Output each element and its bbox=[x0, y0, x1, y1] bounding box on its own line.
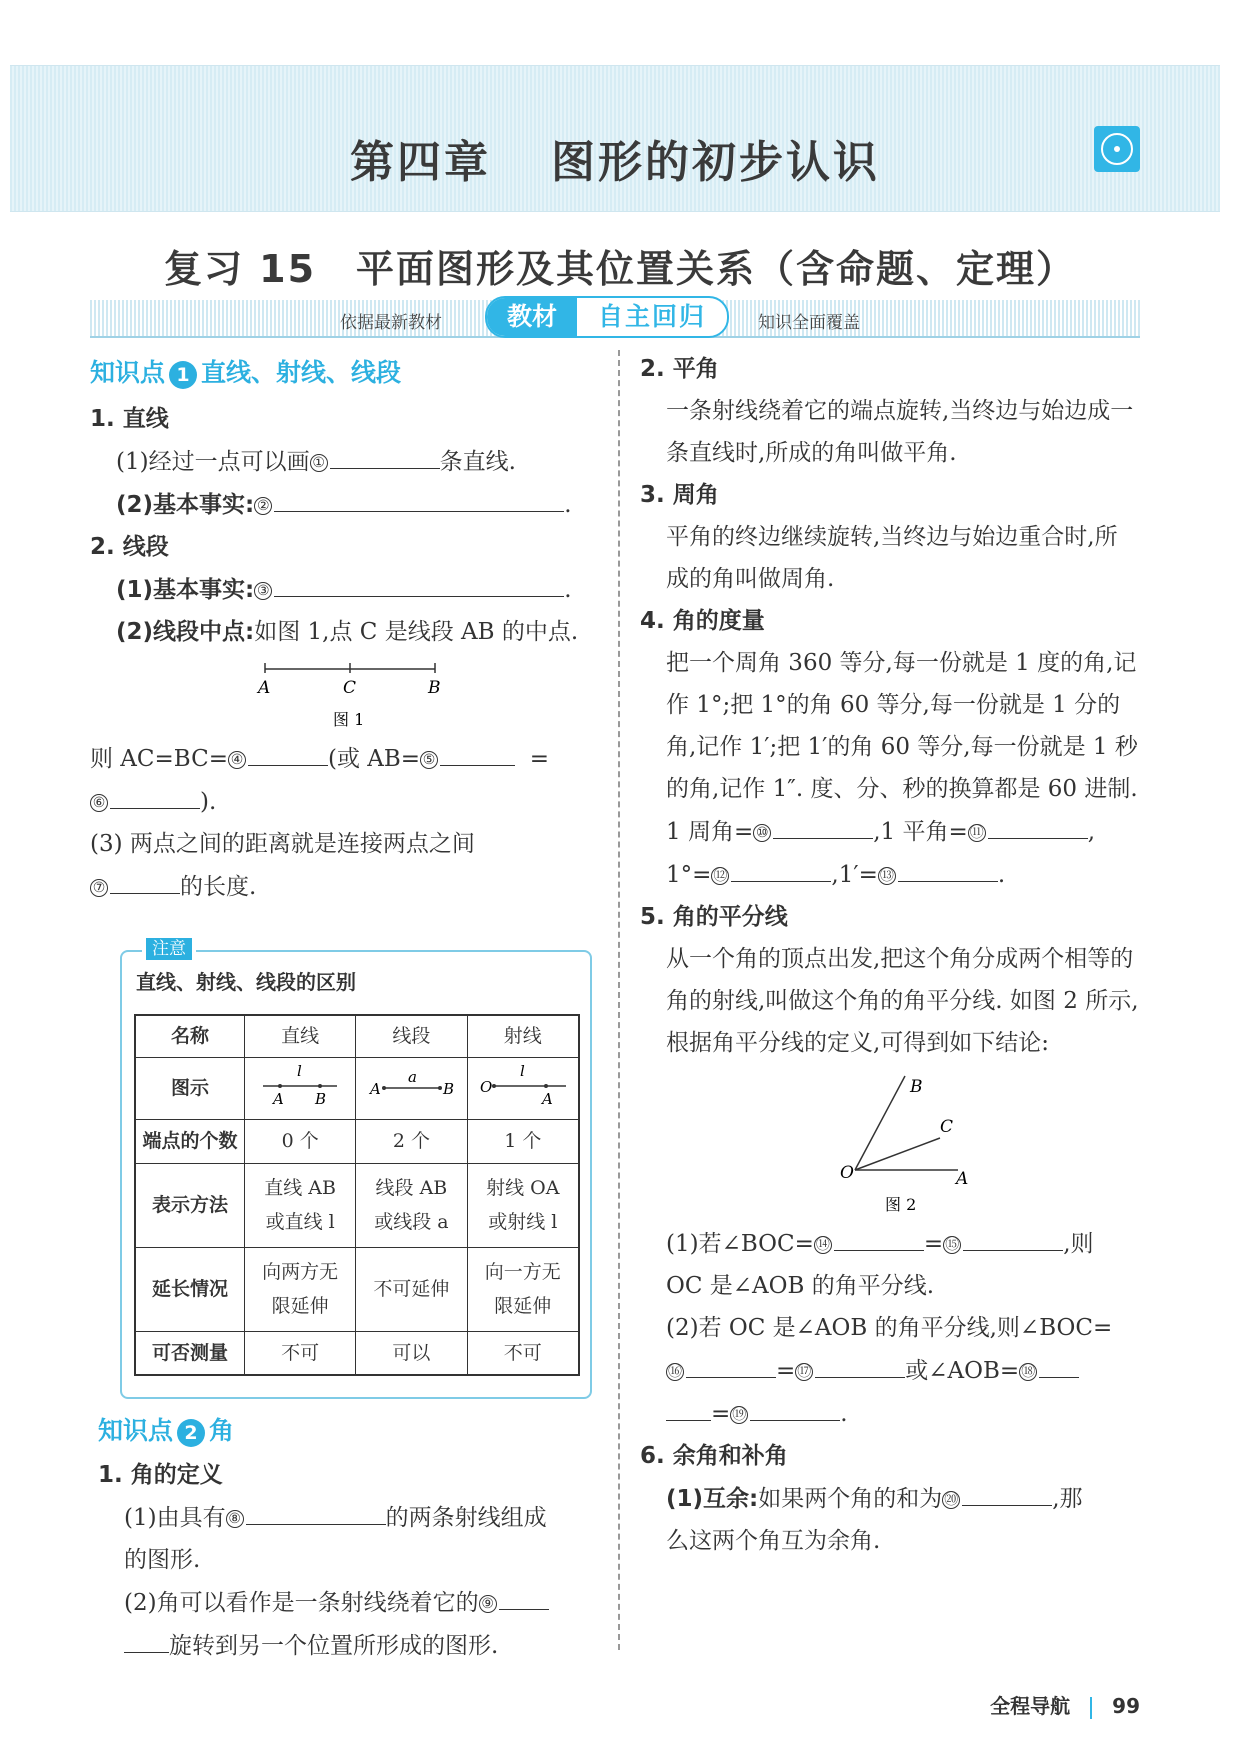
figure-2 bbox=[640, 1066, 1120, 1216]
page-number: 99 bbox=[1112, 1694, 1140, 1718]
right-column bbox=[640, 348, 1140, 1562]
chapter-number: 第四章 bbox=[350, 137, 491, 188]
chapter-banner bbox=[10, 65, 1220, 212]
blank-20[interactable] bbox=[962, 1477, 1052, 1506]
blank-12[interactable] bbox=[731, 853, 831, 882]
column-divider bbox=[618, 350, 620, 1650]
blank-2[interactable] bbox=[274, 483, 564, 512]
svg-text:B: B bbox=[315, 1089, 327, 1108]
line-heading: 1. 直线 bbox=[90, 406, 169, 432]
measure-q2: 1°= ⑫ ,1′= ⑬ . bbox=[640, 853, 1140, 896]
blank-16[interactable] bbox=[686, 1349, 776, 1378]
note-title: 直线、射线、线段的区别 bbox=[136, 970, 356, 994]
left-column bbox=[90, 352, 590, 908]
svg-text:l: l bbox=[519, 1061, 525, 1080]
blank-13[interactable] bbox=[898, 853, 998, 882]
segment-item-1: (1)基本事实: ③ . bbox=[90, 568, 590, 611]
svg-text:l: l bbox=[297, 1061, 302, 1080]
line-diagram bbox=[255, 1058, 345, 1108]
table-row: 端点的个数 0 个 2 个 1 个 bbox=[135, 1119, 579, 1163]
bisector-c2: (2)若 OC 是∠AOB 的角平分线,则∠BOC= ⑯ = ⑰ 或∠AOB= ⑱ = ⑲ . bbox=[666, 1315, 1113, 1427]
straight-angle-text: 一条射线绕着它的端点旋转,当终边与始边成一条直线时,所成的角叫做平角. bbox=[666, 398, 1134, 466]
bisector-heading: 5. 角的平分线 bbox=[640, 904, 788, 930]
svg-text:A: A bbox=[273, 1089, 284, 1108]
segment-diagram bbox=[366, 1058, 456, 1108]
fig2-label-b: B bbox=[910, 1077, 923, 1097]
midpoint-equation-cont: ⑥ ). bbox=[90, 780, 590, 823]
blank-4[interactable] bbox=[248, 737, 328, 766]
line-item-2: (2)基本事实: ② . bbox=[90, 483, 590, 526]
table-row: 图示 l A B A a B O l A bbox=[135, 1057, 579, 1119]
measure-text: 把一个周角 360 等分,每一份就是 1 度的角,记作 1°;把 1°的角 60 等分,每一份就是 1 分的角,记作 1′;把 1′的角 60 等分,每一份就是 1 秒的角,记作 1″. 度、分、秒的换算都是 60 进制. bbox=[666, 650, 1138, 802]
fig2-ray-ob bbox=[855, 1076, 905, 1170]
knowledge-point-2: 知识点 2 角 bbox=[98, 1416, 235, 1445]
bisector-c1: (1)若∠BOC= ⑭ = ⑮ ,则 OC 是∠AOB 的角平分线. bbox=[640, 1222, 1140, 1307]
note-box bbox=[120, 939, 592, 1399]
note-tag: 注意 bbox=[146, 938, 192, 960]
knowledge-point-1: 知识点 1 直线、射线、线段 bbox=[90, 358, 402, 387]
svg-text:O: O bbox=[479, 1077, 493, 1096]
comp-heading: 6. 余角和补角 bbox=[640, 1443, 788, 1469]
table-row: 表示方法 直线 AB 或直线 l 线段 AB 或线段 a 射线 OA 或射线 l bbox=[135, 1163, 579, 1247]
svg-text:a: a bbox=[408, 1067, 418, 1086]
segment-item-2: (2)线段中点:如图 1,点 C 是线段 AB 的中点. bbox=[116, 619, 579, 645]
page-footer bbox=[990, 1690, 1140, 1719]
section-pill bbox=[485, 296, 729, 338]
pill-label-a: 教材 bbox=[487, 298, 577, 336]
comparison-table bbox=[134, 1014, 580, 1376]
fig2-label-a: A bbox=[956, 1169, 969, 1189]
full-angle-heading: 3. 周角 bbox=[640, 482, 719, 508]
blank-5[interactable] bbox=[440, 737, 515, 766]
fig1-label-c: C bbox=[343, 678, 357, 698]
chapter-title: 图形的初步认识 bbox=[551, 137, 880, 188]
svg-text:B: B bbox=[443, 1079, 455, 1098]
fig1-caption: 图 1 bbox=[333, 710, 365, 729]
measure-q1: 1 周角= ⑩ ,1 平角= ⑪ , bbox=[640, 810, 1140, 853]
blank-7[interactable] bbox=[110, 865, 180, 894]
blank-10[interactable] bbox=[773, 810, 873, 839]
fig1-label-a: A bbox=[258, 678, 271, 698]
midpoint-equation: 则 AC=BC= ④ (或 AB= ⑤ = bbox=[90, 737, 590, 780]
fig2-label-c: C bbox=[940, 1117, 954, 1137]
blank-3[interactable] bbox=[274, 568, 564, 597]
blank-6[interactable] bbox=[110, 780, 200, 809]
section-bar bbox=[90, 300, 1140, 338]
blank-15[interactable] bbox=[963, 1222, 1063, 1251]
target-icon bbox=[1094, 126, 1140, 172]
pill-label-b: 自主回归 bbox=[597, 302, 706, 331]
straight-angle-heading: 2. 平角 bbox=[640, 356, 719, 382]
measure-heading: 4. 角的度量 bbox=[640, 608, 765, 634]
blank-14[interactable] bbox=[834, 1222, 924, 1251]
svg-text:A: A bbox=[541, 1089, 553, 1108]
fig1-label-b: B bbox=[428, 678, 441, 698]
blank-1[interactable] bbox=[330, 440, 440, 469]
chapter-heading bbox=[10, 126, 1220, 190]
blank-19[interactable] bbox=[750, 1392, 840, 1421]
table-row: 延长情况 向两方无 限延伸 不可延伸 向一方无 限延伸 bbox=[135, 1247, 579, 1331]
angle-def-item-2: (2)角可以看作是一条射线绕着它的 ⑨ 旋转到另一个位置所形成的图形. bbox=[98, 1581, 598, 1667]
svg-text:A: A bbox=[370, 1079, 382, 1098]
bar-left-text: 依据最新教材 bbox=[340, 313, 442, 333]
fig2-caption: 图 2 bbox=[885, 1195, 917, 1214]
footer-brand: 全程导航 bbox=[990, 1694, 1071, 1718]
line-item-1: (1)经过一点可以画 ① 条直线. bbox=[90, 440, 590, 483]
figure-1 bbox=[90, 653, 590, 733]
blank-9[interactable] bbox=[499, 1581, 549, 1610]
segment-heading: 2. 线段 bbox=[90, 534, 169, 560]
table-row: 可否测量 不可 可以 不可 bbox=[135, 1331, 579, 1375]
left-column-lower bbox=[98, 1410, 598, 1667]
comp-item-1: (1)互余:如果两个角的和为 ⑳ ,那 么这两个角互为余角. bbox=[640, 1477, 1140, 1562]
ray-diagram bbox=[478, 1058, 568, 1108]
fig2-label-o: O bbox=[840, 1163, 854, 1183]
bar-right-text: 知识全面覆盖 bbox=[758, 313, 860, 333]
segment-item-3: (3) 两点之间的距离就是连接两点之间 ⑦ 的长度. bbox=[90, 831, 475, 900]
blank-17[interactable] bbox=[815, 1349, 905, 1378]
full-angle-text: 平角的终边继续旋转,当终边与始边重合时,所成的角叫做周角. bbox=[666, 524, 1118, 592]
review-title: 复习 15 平面图形及其位置关系（含命题、定理） bbox=[163, 247, 1077, 291]
bisector-text: 从一个角的顶点出发,把这个角分成两个相等的角的射线,叫做这个角的角平分线. 如图 2 所示,根据角平分线的定义,可得到如下结论: bbox=[666, 946, 1139, 1056]
blank-8[interactable] bbox=[246, 1496, 386, 1525]
angle-def-item-1: (1)由具有 ⑧ 的两条射线组成 的图形. bbox=[98, 1496, 598, 1581]
angle-def-heading: 1. 角的定义 bbox=[98, 1462, 223, 1488]
blank-11[interactable] bbox=[988, 810, 1088, 839]
fig2-ray-oc bbox=[855, 1138, 940, 1170]
table-row: 名称 直线 线段 射线 bbox=[135, 1015, 579, 1057]
blank-18[interactable] bbox=[1039, 1349, 1079, 1378]
